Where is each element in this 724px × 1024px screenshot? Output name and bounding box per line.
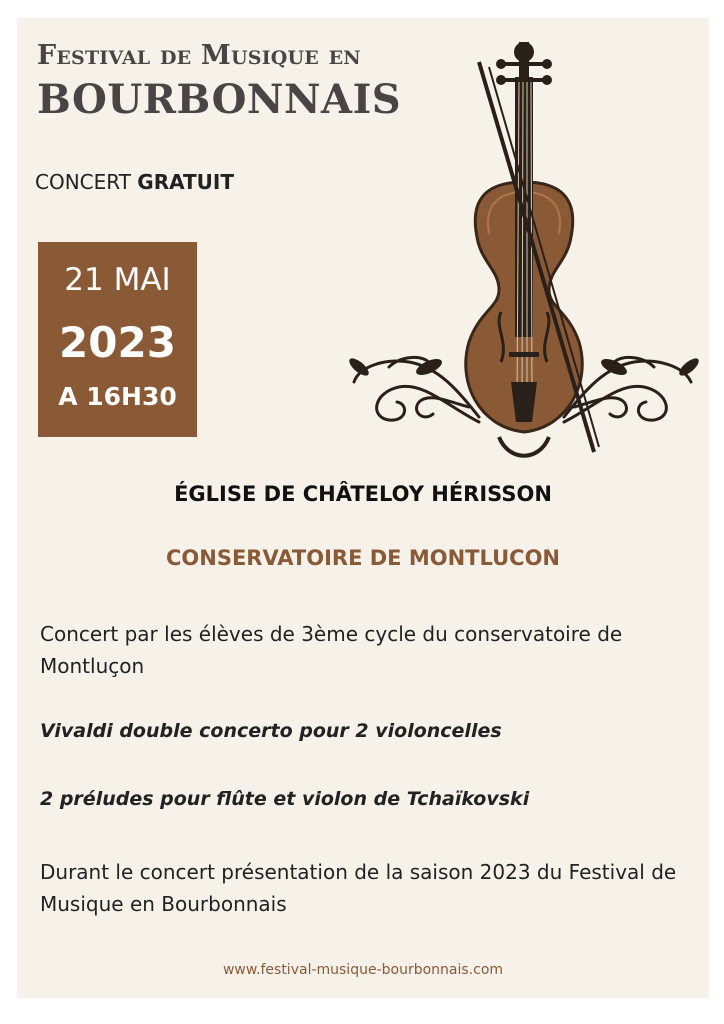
violin-icon	[329, 22, 709, 470]
concert-label	[35, 170, 234, 194]
program-item: Vivaldi double concerto pour 2 violoncelles	[40, 720, 502, 742]
date-box	[38, 242, 197, 437]
concert-label-free: GRATUIT	[137, 170, 235, 194]
poster	[17, 18, 709, 998]
season-presentation: Durant le concert présentation de la saison 2023 du Festival de Musique en Bourbonnais	[40, 860, 677, 916]
date-year: 2023	[59, 318, 176, 367]
concert-label-prefix: CONCERT	[35, 170, 138, 194]
venue: ÉGLISE DE CHÂTELOY HÉRISSON	[174, 482, 552, 506]
website-link[interactable]: www.festival-musique-bourbonnais.com	[222, 962, 504, 978]
festival-title-line1	[37, 40, 361, 71]
date-day-month: 21 MAI	[64, 262, 171, 298]
organizer: CONSERVATOIRE DE MONTLUCON	[165, 546, 560, 570]
concert-description: Concert par les élèves de 3ème cycle du conservatoire de Montluçon	[40, 622, 623, 678]
festival-title-line2: BOURBONNAIS	[37, 76, 402, 123]
festival-title-line1-text: Festival de Musique en	[37, 40, 361, 71]
date-time: A 16H30	[58, 382, 177, 411]
program-item: 2 préludes pour flûte et violon de Tchaïkovski	[40, 788, 530, 810]
